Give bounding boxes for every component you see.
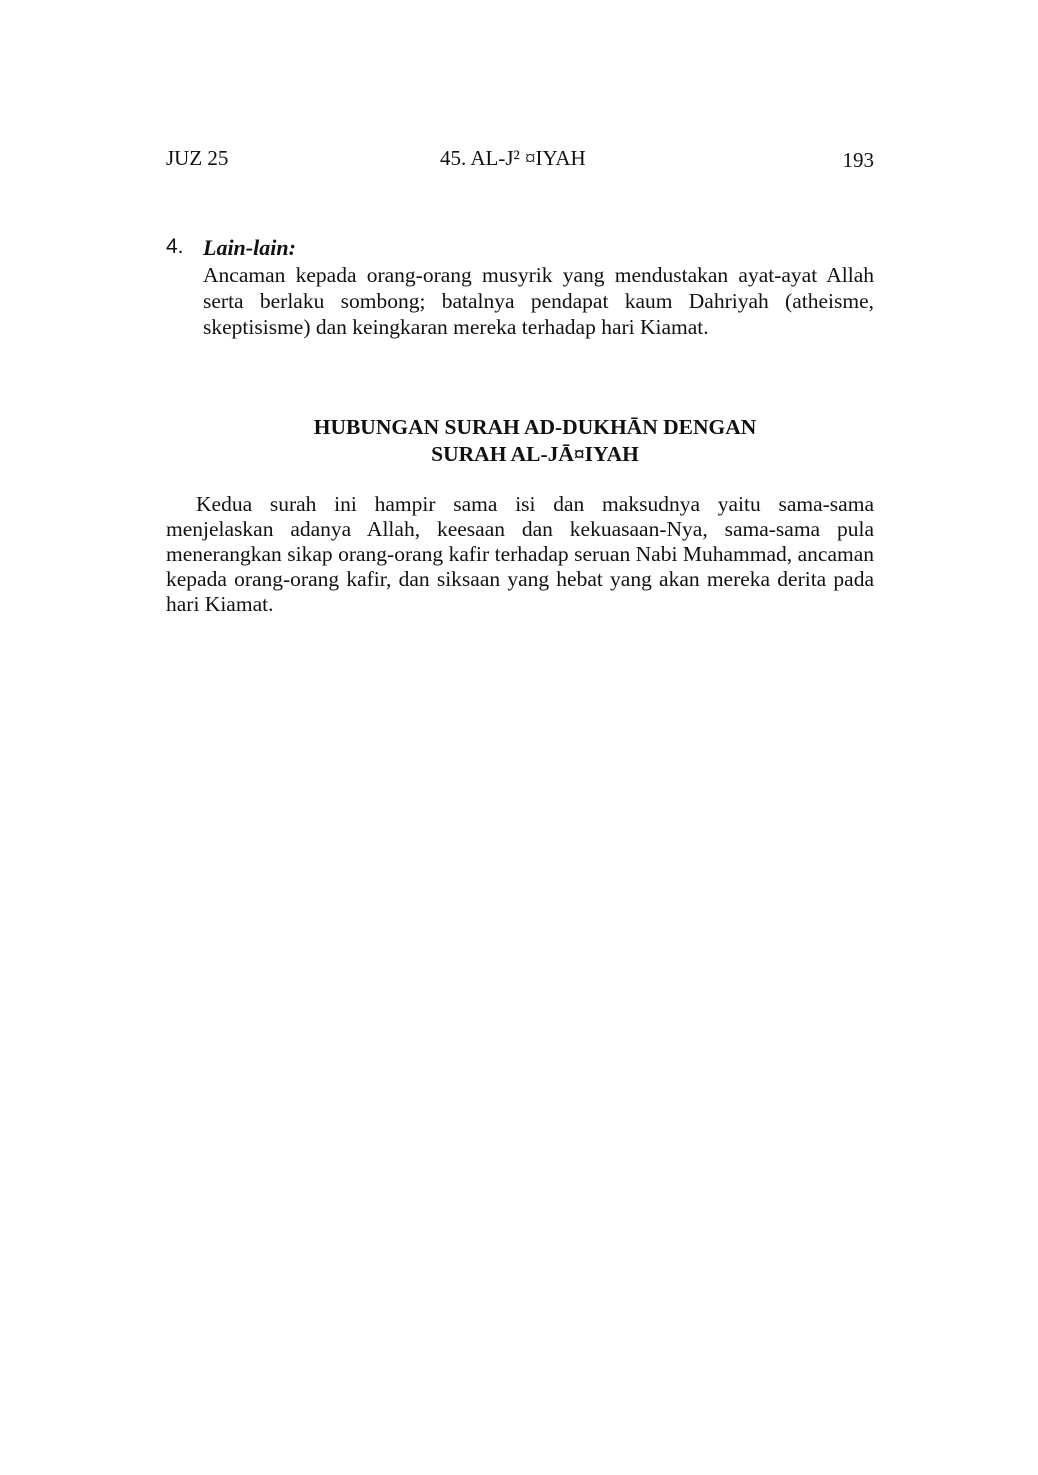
section-heading-line-2: SURAH AL-JĀ¤IYAH — [431, 442, 639, 466]
list-item-body: Ancaman kepada orang-orang musyrik yang mendustakan ayat-ayat Allah serta berlaku sombong; batalnya pendapat kaum Dahriyah (atheisme, skeptisisme) dan keingkaran mereka terhadap hari Kiamat. — [203, 263, 874, 339]
juz-label: JUZ 25 — [166, 146, 229, 170]
running-header — [166, 144, 874, 174]
surah-title: 45. AL-J² ¤IYAH — [440, 146, 586, 170]
list-item-number: 4. — [166, 235, 184, 258]
body-paragraph: Kedua surah ini hampir sama isi dan maksudnya yaitu sama-sama menjelaskan adanya Allah, keesaan dan kekuasaan-Nya, sama-sama pula menerangkan sikap orang-orang kafir terhadap seruan Nabi Muhammad, ancaman kepada orang-orang kafir, dan siksaan yang hebat yang akan mereka derita pada hari Kiamat. — [166, 492, 874, 616]
list-item-title: Lain-lain: — [203, 235, 296, 260]
section-heading-line-1: HUBUNGAN SURAH AD-DUKHĀN DENGAN — [313, 415, 757, 439]
section-heading — [166, 414, 904, 468]
page-number: 193 — [842, 148, 874, 172]
